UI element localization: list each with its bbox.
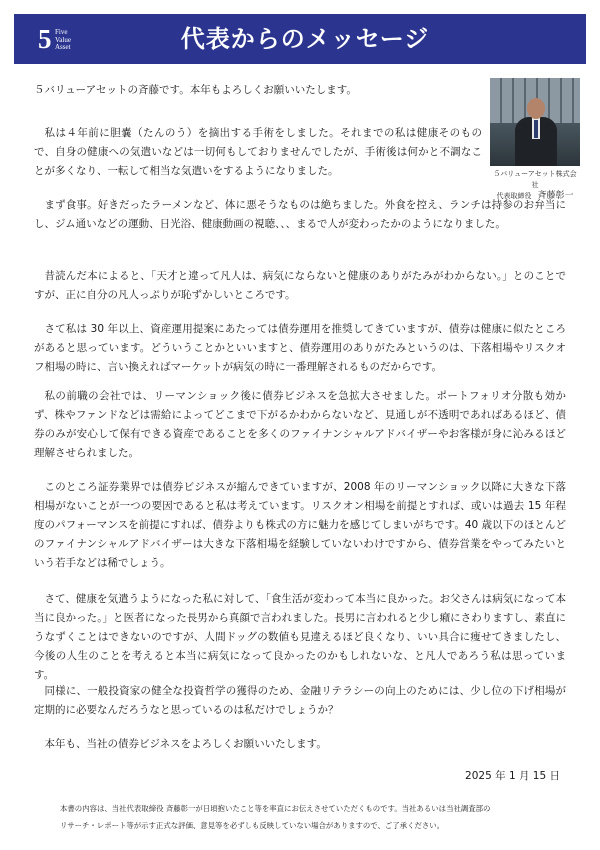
disclaimer-footer: [60, 800, 560, 834]
profile-box: [490, 78, 580, 202]
caption-company: ５バリューアセット株式会社: [493, 170, 577, 189]
ceo-photo: [490, 78, 580, 166]
paragraph-3: 昔読んだ本によると、「天才と違って凡人は、病気にならないと健康のありがたみがわからない。」とのことですが、正に自分の凡人っぷりが恥ずかしいところです。: [34, 270, 566, 301]
paragraph-8: 同様に、一般投資家の健全な投資哲学の獲得のため、金融リテラシーの向上のためには、少し位の下げ相場が定期的に必要なんだろうなと思っているのは私だけでしょうか？: [34, 685, 566, 716]
logo-word: Value: [55, 35, 71, 44]
paragraph-6: このところ証券業界では債券ビジネスが縮んできていますが、2008 年のリーマンショック以降に大きな下落相場がないことが一つの要因であると私は考えています。リスクオン相場を前提とすれば、或いは過去 15 年程度のパフォーマンスを前提にすれば、債券よりも株式の方に魅力を感じてしまいがちです。40 歳以下のほとんどのファイナンシャルアドバイザーは大きな下落相場を経験していないわけですから、債券営業をやってみたいという若手などは稀でしょう。: [34, 481, 566, 569]
logo-word: Five: [55, 28, 68, 36]
header-banner: [14, 14, 586, 64]
paragraph-5: 私の前職の会社では、リーマンショック後に債券ビジネスを急拡大させました。ポートフォリオ分散も効かず、株やファンドなどは需給によってどこまで下がるかわからないなど、見通しが不透明であればあるほど、債券のみが安心して保有できる資産であることを多くのファイナンシャルアドバイザーやお客様が身に沁みるほど理解させられました。: [34, 390, 566, 459]
logo-word: Asset: [55, 43, 71, 51]
logo-words: [55, 29, 71, 52]
paragraph-2: まず食事。好きだったラーメンなど、体に悪そうなものは絶ちました。外食を控え、ランチは持参のお弁当にし、ジム通いなどの運動、日光浴、健康動画の視聴、、、まるで人が変わったかのようになりました。: [34, 199, 566, 230]
page-title: 代表からのメッセージ: [180, 25, 430, 53]
logo-number: 5: [38, 24, 52, 54]
letter-date: 2025 年 1 月 15 日: [465, 770, 560, 782]
paragraph-1: 私は４年前に胆嚢（たんのう）を摘出する手術をしました。それまでの私は健康そのもので、自身の健康への気遣いなどは一切何もしておりませんでしたが、手術後は何かと不調なことが多くなり、一転して相当な気遣いをするようになりました。: [34, 127, 482, 177]
greeting-text: ５バリューアセットの斉藤です。本年もよろしくお願いいたします。: [34, 84, 357, 96]
disclaimer-line: リサーチ・レポート等が示す正式な評価、意見等を必ずしも反映していない場合がありますので、ご了承ください。: [60, 821, 445, 830]
paragraph-7: さて、健康を気遣うようになった私に対して、「食生活が変わって本当に良かった。お父さんは病気になって本当に良かった。」と医者になった長男から真顔で言われました。長男に言われると少し癪にさわりますし、素直にうなずくことはできないのですが、人間ドッグの数値も見違えるほど良くなり、いい具合に痩せてきましたし、今後の人生のことを考えると本当に病気になって良かったのかもしれないな、と凡人であろう私は思っています。: [34, 593, 566, 681]
paragraph-9: 本年も、当社の債券ビジネスをよろしくお願いいたします。: [44, 738, 327, 750]
caption-name: 斉藤彰一: [537, 191, 574, 201]
disclaimer-line: 本書の内容は、当社代表取締役 斉藤彰一が日頃抱いたこと等を率直にお伝えさせていただくものです。当社あるいは当社調査部の: [60, 804, 491, 813]
paragraph-4: さて私は 30 年以上、資産運用提案にあたっては債券運用を推奨してきていますが、債券は健康に似たところがあると思っています。どういうことかといいますと、債券運用のありがたみというのは、下落相場やリスクオフ相場の時に、言い換えればマーケットが病気の時に一番理解されるものだからです。: [34, 323, 566, 373]
caption-role: 代表取締役: [496, 192, 532, 200]
company-logo: [38, 22, 98, 58]
